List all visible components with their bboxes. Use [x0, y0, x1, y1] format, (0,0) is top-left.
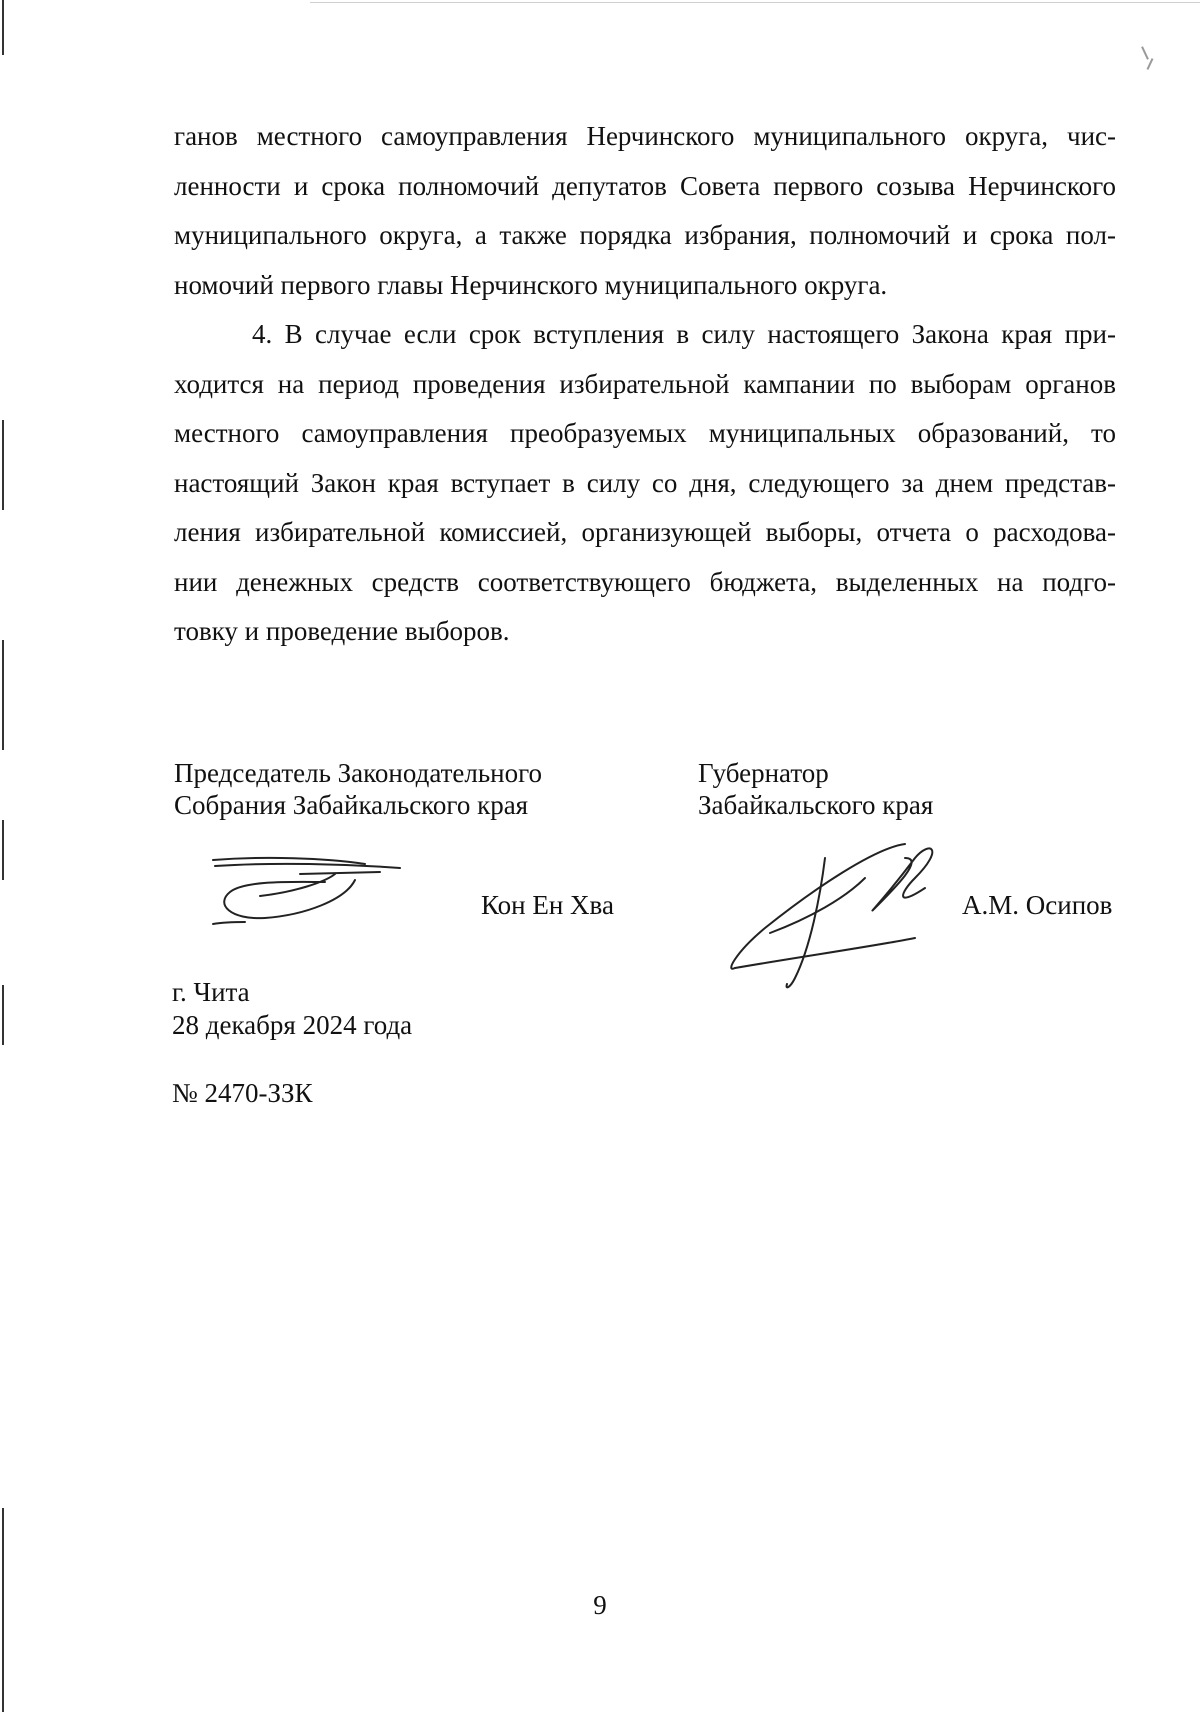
chair-title-line2: Собрания Забайкальского края: [174, 790, 529, 820]
governor-title-line2: Забайкальского края: [698, 790, 934, 820]
law-number: № 2470-ЗЗК: [172, 1078, 313, 1108]
city: г. Чита: [172, 977, 250, 1007]
text-line: муниципального округа, а также порядка избрания, полномочий и срока пол-: [174, 220, 1116, 250]
text-line: настоящий Закон края вступает в силу со дня, следующего за днем представ-: [174, 467, 1116, 498]
paragraph-4: [174, 310, 1116, 657]
date: 28 декабря 2024 года: [172, 1010, 413, 1040]
scan-edge-left: [2, 820, 4, 880]
chair-title: [174, 757, 542, 821]
chair-name: Кон Ен Хва: [481, 890, 614, 920]
scan-edge-top: [310, 2, 1200, 3]
text-line: местного самоуправления преобразуемых муниципальных образований, то: [174, 418, 1116, 448]
text-line: нии денежных средств соответствующего бюджета, выделенных на подго-: [174, 566, 1116, 597]
text-line: ганов местного самоуправления Нерчинского муниципального округа, чис-: [174, 121, 1116, 151]
text-line: товку и проведение выборов.: [174, 616, 510, 646]
text-line: ления избирательной комиссией, организующей выборы, отчета о расходова-: [174, 517, 1116, 547]
page-number: 9: [593, 1590, 607, 1620]
governor-name: А.М. Осипов: [962, 890, 1113, 920]
chair-signature: [205, 852, 405, 932]
text-line: 4. В случае если срок вступления в силу настоящего Закона края при-: [252, 319, 1116, 349]
chair-title-line1: Председатель Законодательного: [174, 758, 543, 788]
governor-signature: [725, 838, 965, 998]
governor-title: [698, 757, 933, 821]
paragraph-continuation: [174, 112, 1116, 310]
scan-mark: [1147, 58, 1154, 70]
text-line: ходится на период проведения избирательной кампании по выборам органов: [174, 368, 1116, 399]
text-line: номочий первого главы Нерчинского муниципального округа.: [174, 269, 888, 300]
scan-edge-left: [2, 420, 4, 510]
scan-edge-left: [2, 640, 4, 750]
scan-mark: [1141, 46, 1149, 60]
governor-title-line1: Губернатор: [698, 758, 829, 788]
scan-edge-left: [2, 0, 4, 55]
text-line: ленности и срока полномочий депутатов Совета первого созыва Нерчинского: [174, 170, 1116, 201]
scan-edge-left: [2, 985, 4, 1045]
